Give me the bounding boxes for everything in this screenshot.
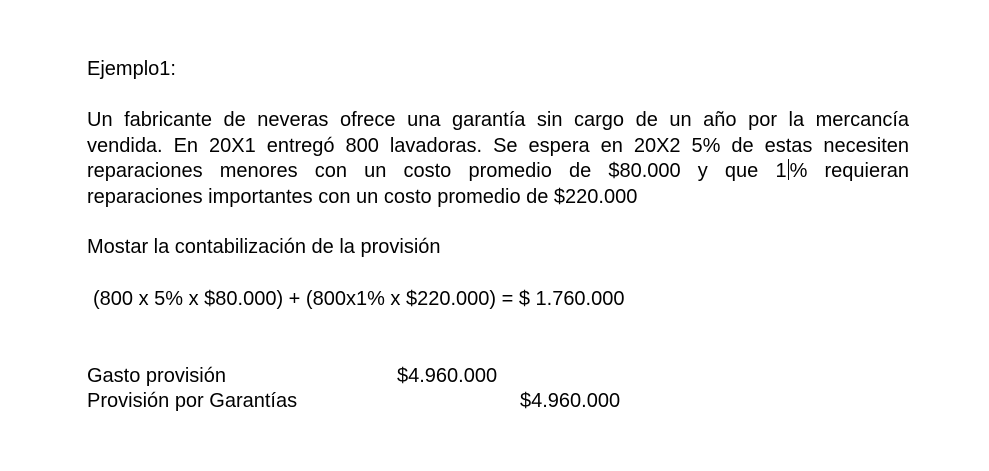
text-cursor <box>788 159 789 180</box>
problem-line-3-part-b: % requieran <box>789 160 910 182</box>
problem-paragraph <box>87 108 909 210</box>
example-heading: Ejemplo1: <box>87 58 176 80</box>
problem-line-2: vendida. En 20X1 entregó 800 lavadoras. Se espera en 20X2 5% de estas necesiten <box>87 134 909 157</box>
credit-account: Provisión por Garantías <box>87 390 298 412</box>
problem-line-4: reparaciones importantes con un costo promedio de $220.000 <box>87 185 638 208</box>
debit-account: Gasto provisión <box>87 365 226 387</box>
instruction-text: Mostar la contabilización de la provisión <box>87 236 441 258</box>
problem-line-3-part-a: reparaciones menores con un costo promedio de $80.000 y que 1 <box>87 160 787 182</box>
problem-line-1: Un fabricante de neveras ofrece una garantía sin cargo de un año por la mercancía <box>87 109 909 131</box>
debit-amount: $4.960.000 <box>397 365 498 387</box>
calculation-formula: (800 x 5% x $80.000) + (800x1% x $220.000) = $ 1.760.000 <box>93 288 625 310</box>
credit-amount: $4.960.000 <box>520 390 621 412</box>
problem-line-3 <box>87 159 909 185</box>
